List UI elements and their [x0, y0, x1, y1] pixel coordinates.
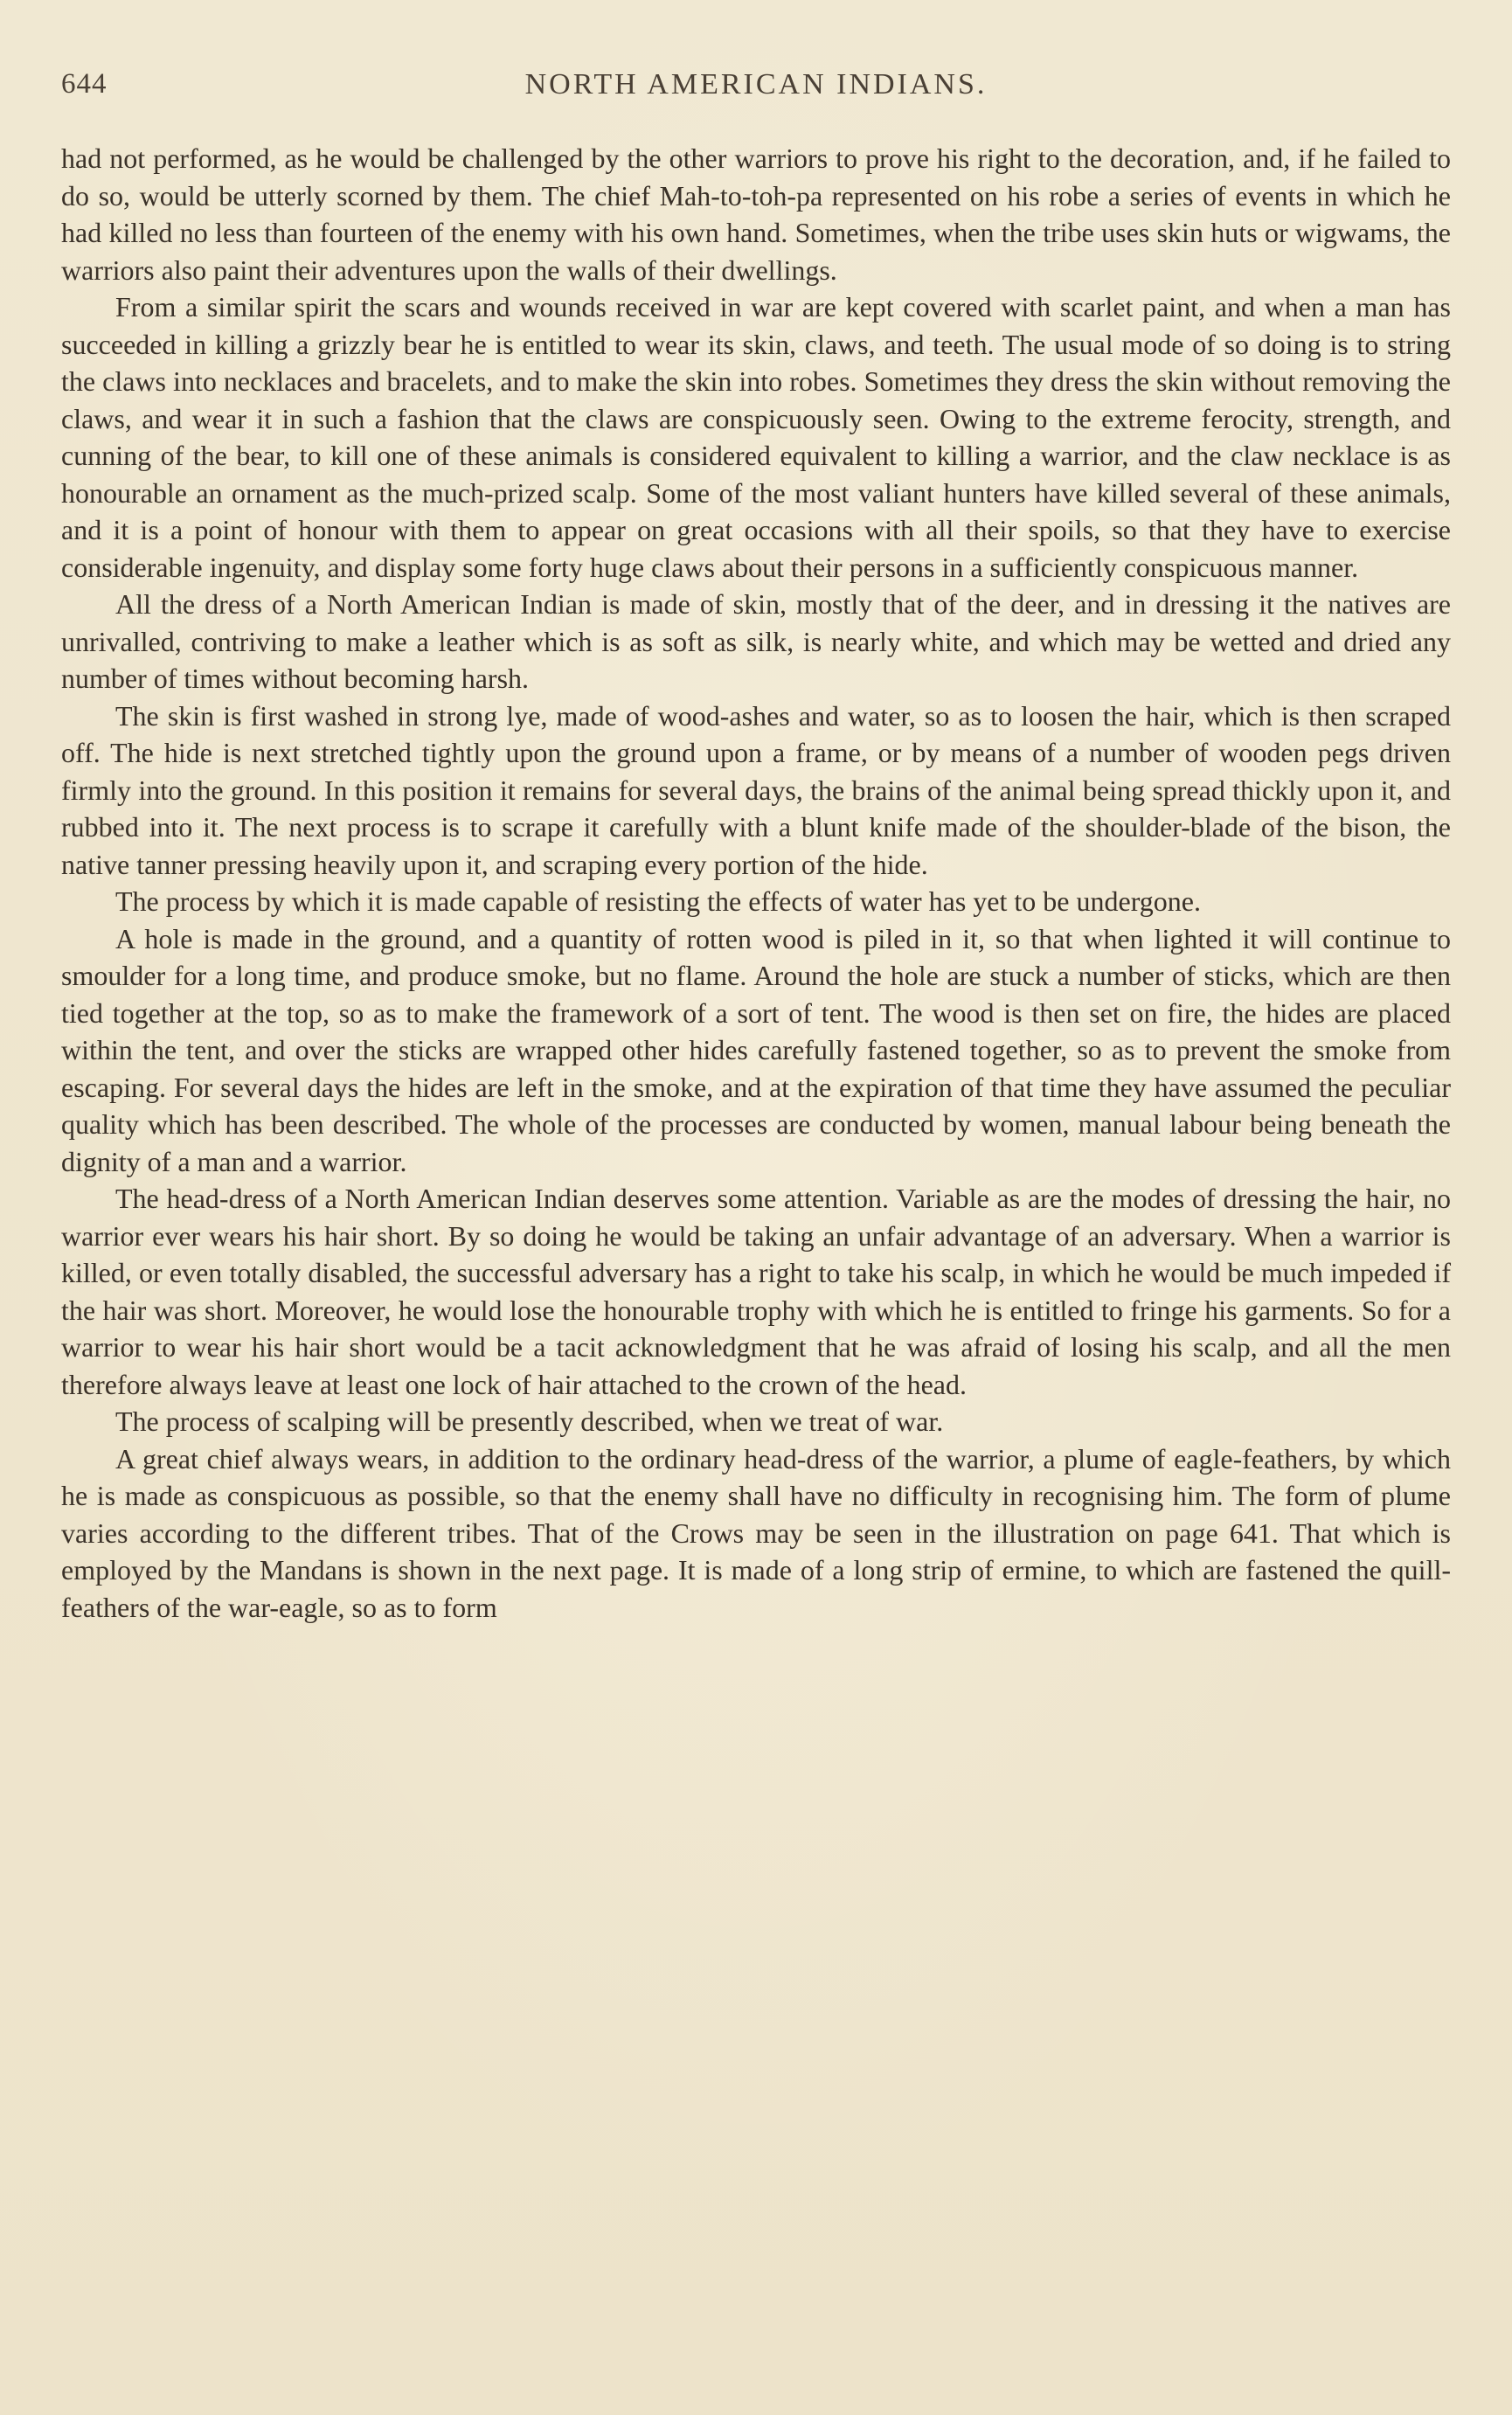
paragraph-scalping: The process of scalping will be presently described, when we treat of war. [115, 1405, 944, 1437]
paragraph-skin-dress: All the dress of a North American Indian is made of skin, mostly that of the deer, and in dressing it the natives are unrivalled, contriving to make a leather which is as soft as silk, is nearly white, and which may be wetted and dried any number of times without becoming harsh. [61, 588, 1451, 694]
paragraph-smoking-hides: A hole is made in the ground, and a quantity of rotten wood is piled in it, so that when lighted it will continue to smoulder for a long time, and produce smoke, but no flame. Around the hole are stuck a number of sticks, which are then tied together at the top, so as to make the framework of a sort of tent. The wood is then set on fire, the hides are placed within the tent, and over the sticks are wrapped other hides carefully fastened together, so as to prevent the smoke from escaping. For several days the hides are left in the smoke, and at the expiration of that time they have assumed the peculiar quality which has been described. The whole of the processes are conducted by women, manual labour being beneath the dignity of a man and a warrior. [61, 922, 1451, 1177]
paragraph-scars-and-bear-claws: From a similar spirit the scars and wounds received in war are kept covered with scarlet paint, and when a man has succeeded in killing a grizzly bear he is entitled to wear its skin, claws, and teeth. The usual mode of so doing is to string the claws into necklaces and bracelets, and to make the skin into robes. Sometimes they dress the skin without removing the claws, and wear it in such a fashion that the claws are conspicuously seen. Owing to the extreme ferocity, strength, and cunning of the bear, to kill one of these animals is considered equivalent to killing a warrior, and the claw necklace is as honourable an ornament as the much-prized scalp. Some of the most valiant hunters have killed several of these animals, and it is a point of honour with them to appear on great occasions with all their spoils, so that they have to exercise considerable ingenuity, and display some forty huge claws about their persons in a sufficiently conspicuous manner. [61, 291, 1451, 583]
paragraph-eagle-plume: A great chief always wears, in addition to the ordinary head-dress of the warrior, a plume of eagle-feathers, by which he is made as conspicuous as possible, so that the enemy shall have no difficulty in recognising him. The form of plume varies according to the different tribes. That of the Crows may be seen in the illustration on page 641. That which is employed by the Mandans is shown in the next page. It is made of a long strip of ermine, to which are fastened the quill-feathers of the war-eagle, so as to form [61, 1442, 1451, 1623]
body-text [61, 140, 1451, 1626]
paragraph-water-resistance: The process by which it is made capable of resisting the effects of water has yet to be undergone. [115, 885, 1201, 917]
page-header [61, 68, 1451, 112]
page-number: 644 [61, 68, 108, 100]
paragraph-continued: had not performed, as he would be challenged by the other warriors to prove his right to the decoration, and, if he failed to do so, would be utterly scorned by them. The chief Mah-to-toh-pa represented on his robe a series of events in which he had killed no less than fourteen of the enemy with his own hand. Sometimes, when the tribe uses skin huts or wigwams, the warriors also paint their adventures upon the walls of their dwellings. [61, 142, 1451, 286]
paragraph-head-dress: The head-dress of a North American Indian deserves some attention. Variable as are the modes of dressing the hair, no warrior ever wears his hair short. By so doing he would be taking an unfair advantage of an adversary. When a warrior is killed, or even totally disabled, the successful adversary has a right to take his scalp, in which he would be much impeded if the hair was short. Moreover, he would lose the honourable trophy with which he is entitled to fringe his garments. So for a warrior to wear his hair short would be a tacit acknowledgment that he was afraid of losing his scalp, and all the men therefore always leave at least one lock of hair attached to the crown of the head. [61, 1183, 1451, 1400]
running-title: NORTH AMERICAN INDIANS. [524, 68, 988, 101]
paragraph-skin-washing: The skin is first washed in strong lye, made of wood-ashes and water, so as to loosen the hair, which is then scraped off. The hide is next stretched tightly upon the ground upon a frame, or by means of a number of wooden pegs driven firmly into the ground. In this position it remains for several days, the brains of the animal being spread thickly upon it, and rubbed into it. The next process is to scrape it carefully with a blunt knife made of the shoulder-blade of the bison, the native tanner pressing heavily upon it, and scraping every portion of the hide. [61, 699, 1451, 880]
